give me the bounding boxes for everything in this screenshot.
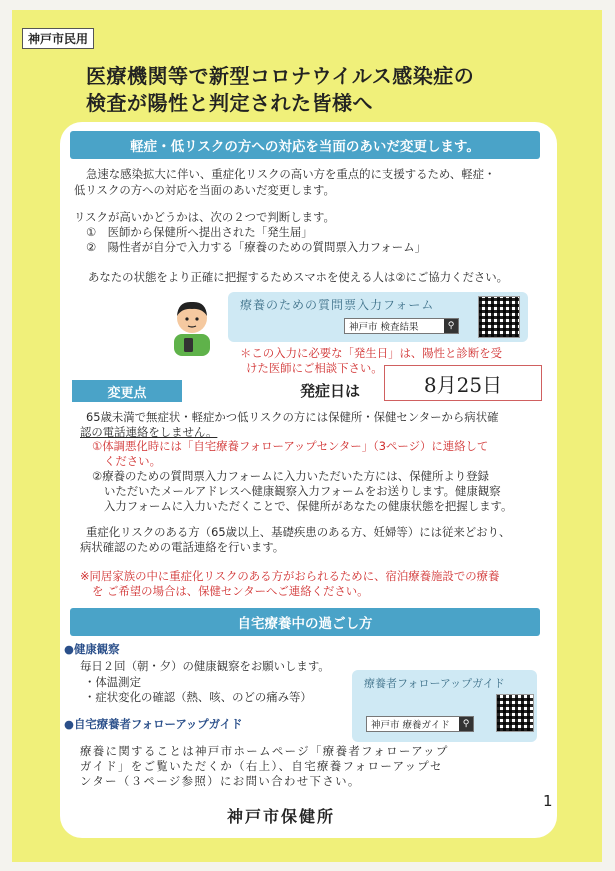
p2-line3: 入力フォームに入力いただくことで、保健所があなたの健康状態を把握します。	[104, 499, 513, 513]
onset-date-field[interactable]	[384, 365, 542, 401]
p1-line1: 65歳未満で無症状・軽症かつ低リスクの方には保健所・保健センターから病状確	[86, 410, 499, 424]
section-band-change: 軽症・低リスクの方への対応を当面のあいだ変更します。	[70, 131, 540, 159]
p1-line4: ください。	[104, 454, 161, 468]
footer-org: 神戸市保健所	[227, 807, 336, 826]
qr-code-icon[interactable]	[496, 694, 534, 732]
follow-header: ●自宅療養者フォローアップガイド	[64, 717, 243, 731]
p1-line3: ①体調悪化時には「自宅療養フォローアップセンター」（3ページ）に連絡して	[92, 439, 489, 453]
red-note-line2: けた医師にご相談下さい。	[246, 361, 383, 375]
person-phone-icon	[166, 296, 218, 356]
p2-line2: いただいたメールアドレスへ健康観察入力フォームをお送りします。健康観察	[104, 484, 501, 498]
title-line2: 検査が陽性と判定された皆様へ	[86, 91, 373, 115]
search-icon: ⚲	[459, 717, 473, 731]
page-title	[86, 63, 474, 117]
title-line1: 医療機関等で新型コロナウイルス感染症の	[86, 64, 475, 88]
citizen-tag: 神戸市民用	[22, 28, 94, 49]
red-note-line1: ＊この入力に必要な「発生日」は、陽性と診断を受	[240, 346, 502, 360]
health-line2: ・体温測定	[84, 675, 141, 689]
follow-line1: 療養に関することは神戸市ホームページ「療養者フォローアップ	[80, 744, 449, 758]
p4-line2: を ご希望の場合は、保健センターへご連絡ください。	[92, 584, 369, 598]
intro-line1: 急速な感染拡大に伴い、重症化リスクの高い方を重点的に支援するため、軽症・	[86, 167, 496, 181]
guide-search-text: 神戸市 療養ガイド	[371, 720, 450, 731]
question-form-search-input[interactable]	[344, 318, 459, 334]
follow-line3: ンター（３ページ参照）にお問い合わせ下さい。	[80, 774, 361, 788]
follow-line2: ガイド」をご覧いただくか（右上）、自宅療養フォローアップセ	[80, 759, 443, 773]
onset-label: 発症日は	[300, 382, 361, 400]
question-form-search-text: 神戸市 検査結果	[349, 322, 419, 333]
p3-line1: 重症化リスクのある方（65歳以上、基礎疾患のある方、妊婦等）には従来どおり、	[86, 525, 511, 539]
item-2: ② 陽性者が自分で入力する「療養のための質問票入力フォーム」	[86, 240, 426, 254]
guide-title: 療養者フォローアップガイド	[364, 677, 505, 690]
item-1: ① 医師から保健所へ提出された「発生届」	[86, 225, 313, 239]
cooperate-line: あなたの状態をより正確に把握するためスマホを使える人は②にご協力ください。	[88, 270, 509, 284]
qr-code-icon[interactable]	[478, 296, 520, 338]
health-line1: 毎日２回（朝・夕）の健康観察をお願いします。	[80, 659, 330, 673]
intro-line2: 低リスクの方への対応を当面のあいだ変更します。	[74, 183, 335, 197]
onset-date-value: 8月25日	[423, 372, 503, 397]
change-label: 変更点	[72, 380, 182, 402]
risk-line: リスクが高いかどうかは、次の２つで判断します。	[74, 210, 335, 224]
p4-line1: ※同居家族の中に重症化リスクのある方がおられるために、宿泊療養施設での療養	[80, 569, 500, 583]
section-band-home: 自宅療養中の過ごし方	[70, 608, 540, 636]
p2-line1: ②療養のための質問票入力フォームに入力いただいた方には、保健所より登録	[92, 469, 489, 483]
question-form-title: 療養のための質問票入力フォーム	[240, 298, 435, 312]
p1-line2: 認の電話連絡をしません。	[80, 425, 218, 439]
page-number: 1	[543, 792, 553, 810]
p3-line2: 病状確認のための電話連絡を行います。	[80, 540, 285, 554]
guide-search-input[interactable]	[366, 716, 474, 732]
search-icon: ⚲	[444, 319, 458, 333]
health-header: ●健康観察	[64, 642, 120, 656]
health-line3: ・症状変化の確認（熱、咳、のどの痛み等）	[84, 690, 312, 704]
